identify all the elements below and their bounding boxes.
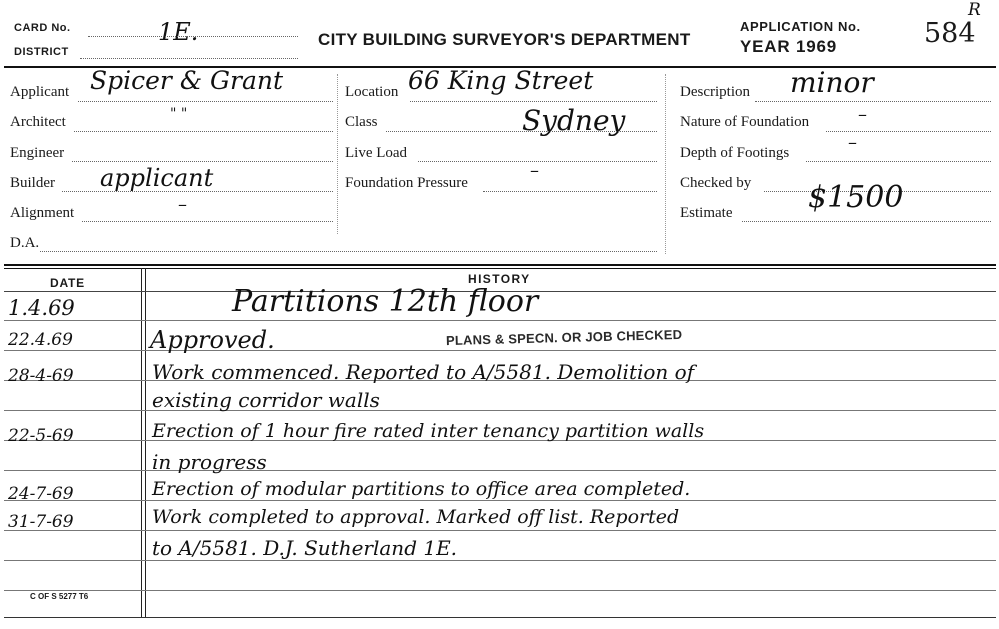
engineer-line: [72, 161, 333, 162]
alignment-label: Alignment: [10, 205, 75, 221]
architect-value: " ": [170, 106, 188, 122]
foundation-pressure-value: –: [530, 160, 539, 181]
department-title: CITY BUILDING SURVEYOR'S DEPARTMENT: [318, 30, 691, 49]
architect-line: [74, 131, 333, 132]
history-row-text: Partitions 12th floor: [232, 284, 539, 319]
application-no-label: APPLICATION No.: [740, 19, 861, 34]
history-row-text: Erection of 1 hour fire rated inter tenancy partition walls: [152, 420, 705, 442]
history-row-text: Erection of modular partitions to office area completed.: [152, 478, 691, 500]
depth-footings-line: [806, 161, 991, 162]
application-number: 584: [924, 18, 976, 49]
class-label: Class: [345, 114, 378, 130]
ruled-line: [4, 530, 996, 531]
applicant-value: Spicer & Grant: [90, 66, 283, 95]
year-label: YEAR 1969: [740, 37, 837, 56]
location-label: Location: [345, 84, 399, 100]
card-no-line: [88, 36, 298, 37]
ruled-line: [4, 590, 996, 591]
description-line: [755, 101, 991, 102]
date-header: DATE: [50, 276, 85, 290]
plans-checked-stamp: PLANS & SPECN. OR JOB CHECKED: [445, 326, 683, 349]
da-line: [40, 251, 657, 252]
ruled-line: [4, 320, 996, 321]
field-divider-right: [665, 74, 666, 254]
history-row-text: Work completed to approval. Marked off list. Reported: [152, 506, 680, 528]
card-no-value: 1E.: [158, 18, 199, 46]
da-label: D.A.: [10, 235, 40, 251]
history-row-date: 1.4.69: [8, 296, 75, 320]
ruled-line: [4, 560, 996, 561]
location-line: [410, 101, 657, 102]
foundation-pressure-label: Foundation Pressure: [345, 175, 468, 191]
nature-foundation-label: Nature of Foundation: [680, 114, 810, 130]
class-line: [386, 131, 657, 132]
builder-label: Builder: [10, 175, 55, 191]
foundation-pressure-line: [483, 191, 657, 192]
history-top-rule-2: [4, 268, 996, 269]
checked-by-label: Checked by: [680, 175, 752, 191]
alignment-value: –: [178, 194, 187, 215]
form-code: C OF S 5277 T6: [30, 592, 89, 601]
estimate-label: Estimate: [680, 205, 733, 221]
history-row-text: Approved.: [150, 326, 275, 354]
applicant-label: Applicant: [10, 84, 70, 100]
history-top-rule: [4, 264, 996, 266]
depth-footings-value: –: [848, 132, 857, 153]
builder-line: [62, 191, 333, 192]
history-row-date: 22.4.69: [8, 330, 73, 350]
history-row-text: in progress: [152, 450, 267, 474]
history-row-text: existing corridor walls: [152, 388, 380, 412]
live-load-label: Live Load: [345, 145, 408, 161]
card-no-label: CARD No.: [14, 22, 71, 34]
history-row-date: 22-5-69: [8, 426, 74, 446]
architect-label: Architect: [10, 114, 66, 130]
builder-value: applicant: [100, 164, 214, 192]
bottom-rule: [4, 617, 996, 618]
district-line: [80, 58, 298, 59]
estimate-line: [742, 221, 991, 222]
estimate-value: $1500: [808, 180, 904, 215]
location-value-2: Sydney: [522, 104, 626, 137]
history-header: HISTORY: [468, 272, 531, 286]
depth-footings-label: Depth of Footings: [680, 145, 790, 161]
location-value: 66 King Street: [408, 66, 594, 95]
description-value: minor: [790, 66, 874, 99]
engineer-label: Engineer: [10, 145, 65, 161]
district-label: DISTRICT: [14, 46, 69, 58]
history-row-text: to A/5581. D.J. Sutherland 1E.: [152, 536, 458, 560]
description-label: Description: [680, 84, 750, 100]
alignment-line: [82, 221, 333, 222]
history-row-date: 28-4-69: [8, 366, 74, 386]
applicant-line: [78, 101, 333, 102]
field-divider-left: [337, 74, 338, 234]
nature-foundation-value: –: [858, 104, 867, 125]
history-row-text: Work commenced. Reported to A/5581. Demolition of: [152, 360, 695, 384]
corner-mark: R: [968, 0, 981, 20]
history-row-date: 31-7-69: [8, 512, 74, 532]
ruled-line: [4, 500, 996, 501]
history-row-date: 24-7-69: [8, 484, 74, 504]
